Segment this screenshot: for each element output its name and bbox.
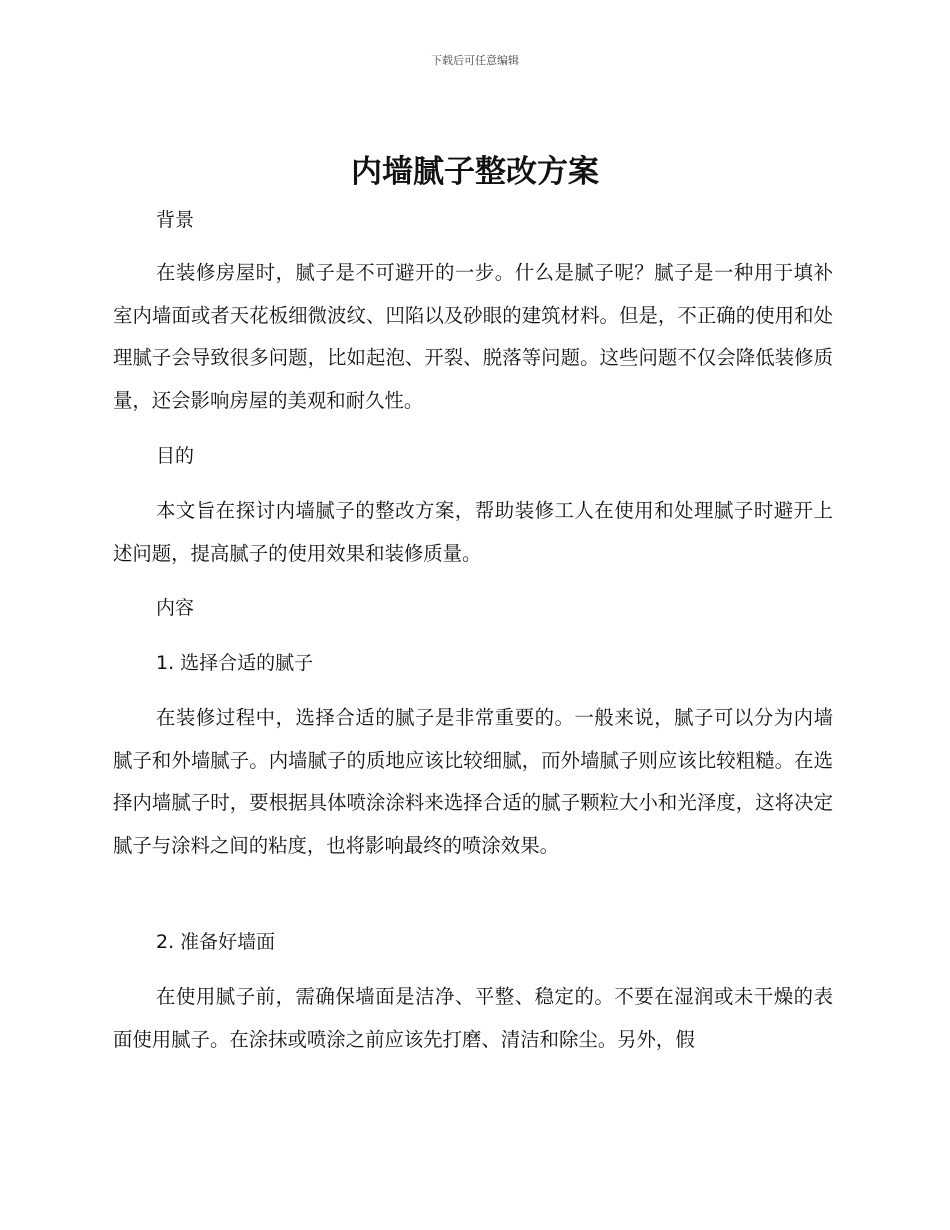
subheading-prepare-wall: 2. 准备好墙面	[156, 931, 276, 953]
subheading-select-putty: 1. 选择合适的腻子	[156, 652, 314, 674]
header-note: 下载后可任意编辑	[431, 54, 519, 67]
paragraph-background: 在装修房屋时，腻子是不可避开的一步。什么是腻子呢？腻子是一种用于填补室内墙面或者天花板细微波纹、凹陷以及砂眼的建筑材料。但是，不正确的使用和处理腻子会导致很多问题，比如起泡、开裂、脱落等问题。这些问题不仅会降低装修质量，还会影响房屋的美观和耐久性。	[113, 261, 833, 412]
paragraph-prepare-wall: 在使用腻子前，需确保墙面是洁净、平整、稳定的。不要在湿润或未干燥的表面使用腻子。在涂抹或喷涂之前应该先打磨、清洁和除尘。另外，假	[113, 985, 833, 1051]
section-heading-purpose: 目的	[156, 445, 195, 467]
section-heading-content: 内容	[156, 597, 195, 619]
section-heading-background: 背景	[156, 209, 195, 231]
document-title: 内墙腻子整改方案	[351, 154, 599, 190]
paragraph-purpose: 本文旨在探讨内墙腻子的整改方案，帮助装修工人在使用和处理腻子时避开上述问题，提高腻子的使用效果和装修质量。	[113, 499, 833, 565]
paragraph-select-putty: 在装修过程中，选择合适的腻子是非常重要的。一般来说，腻子可以分为内墙腻子和外墙腻子。内墙腻子的质地应该比较细腻，而外墙腻子则应该比较粗糙。在选择内墙腻子时，要根据具体喷涂涂料来选择合适的腻子颗粒大小和光泽度，这将决定腻子与涂料之间的粘度，也将影响最终的喷涂效果。	[113, 706, 833, 857]
